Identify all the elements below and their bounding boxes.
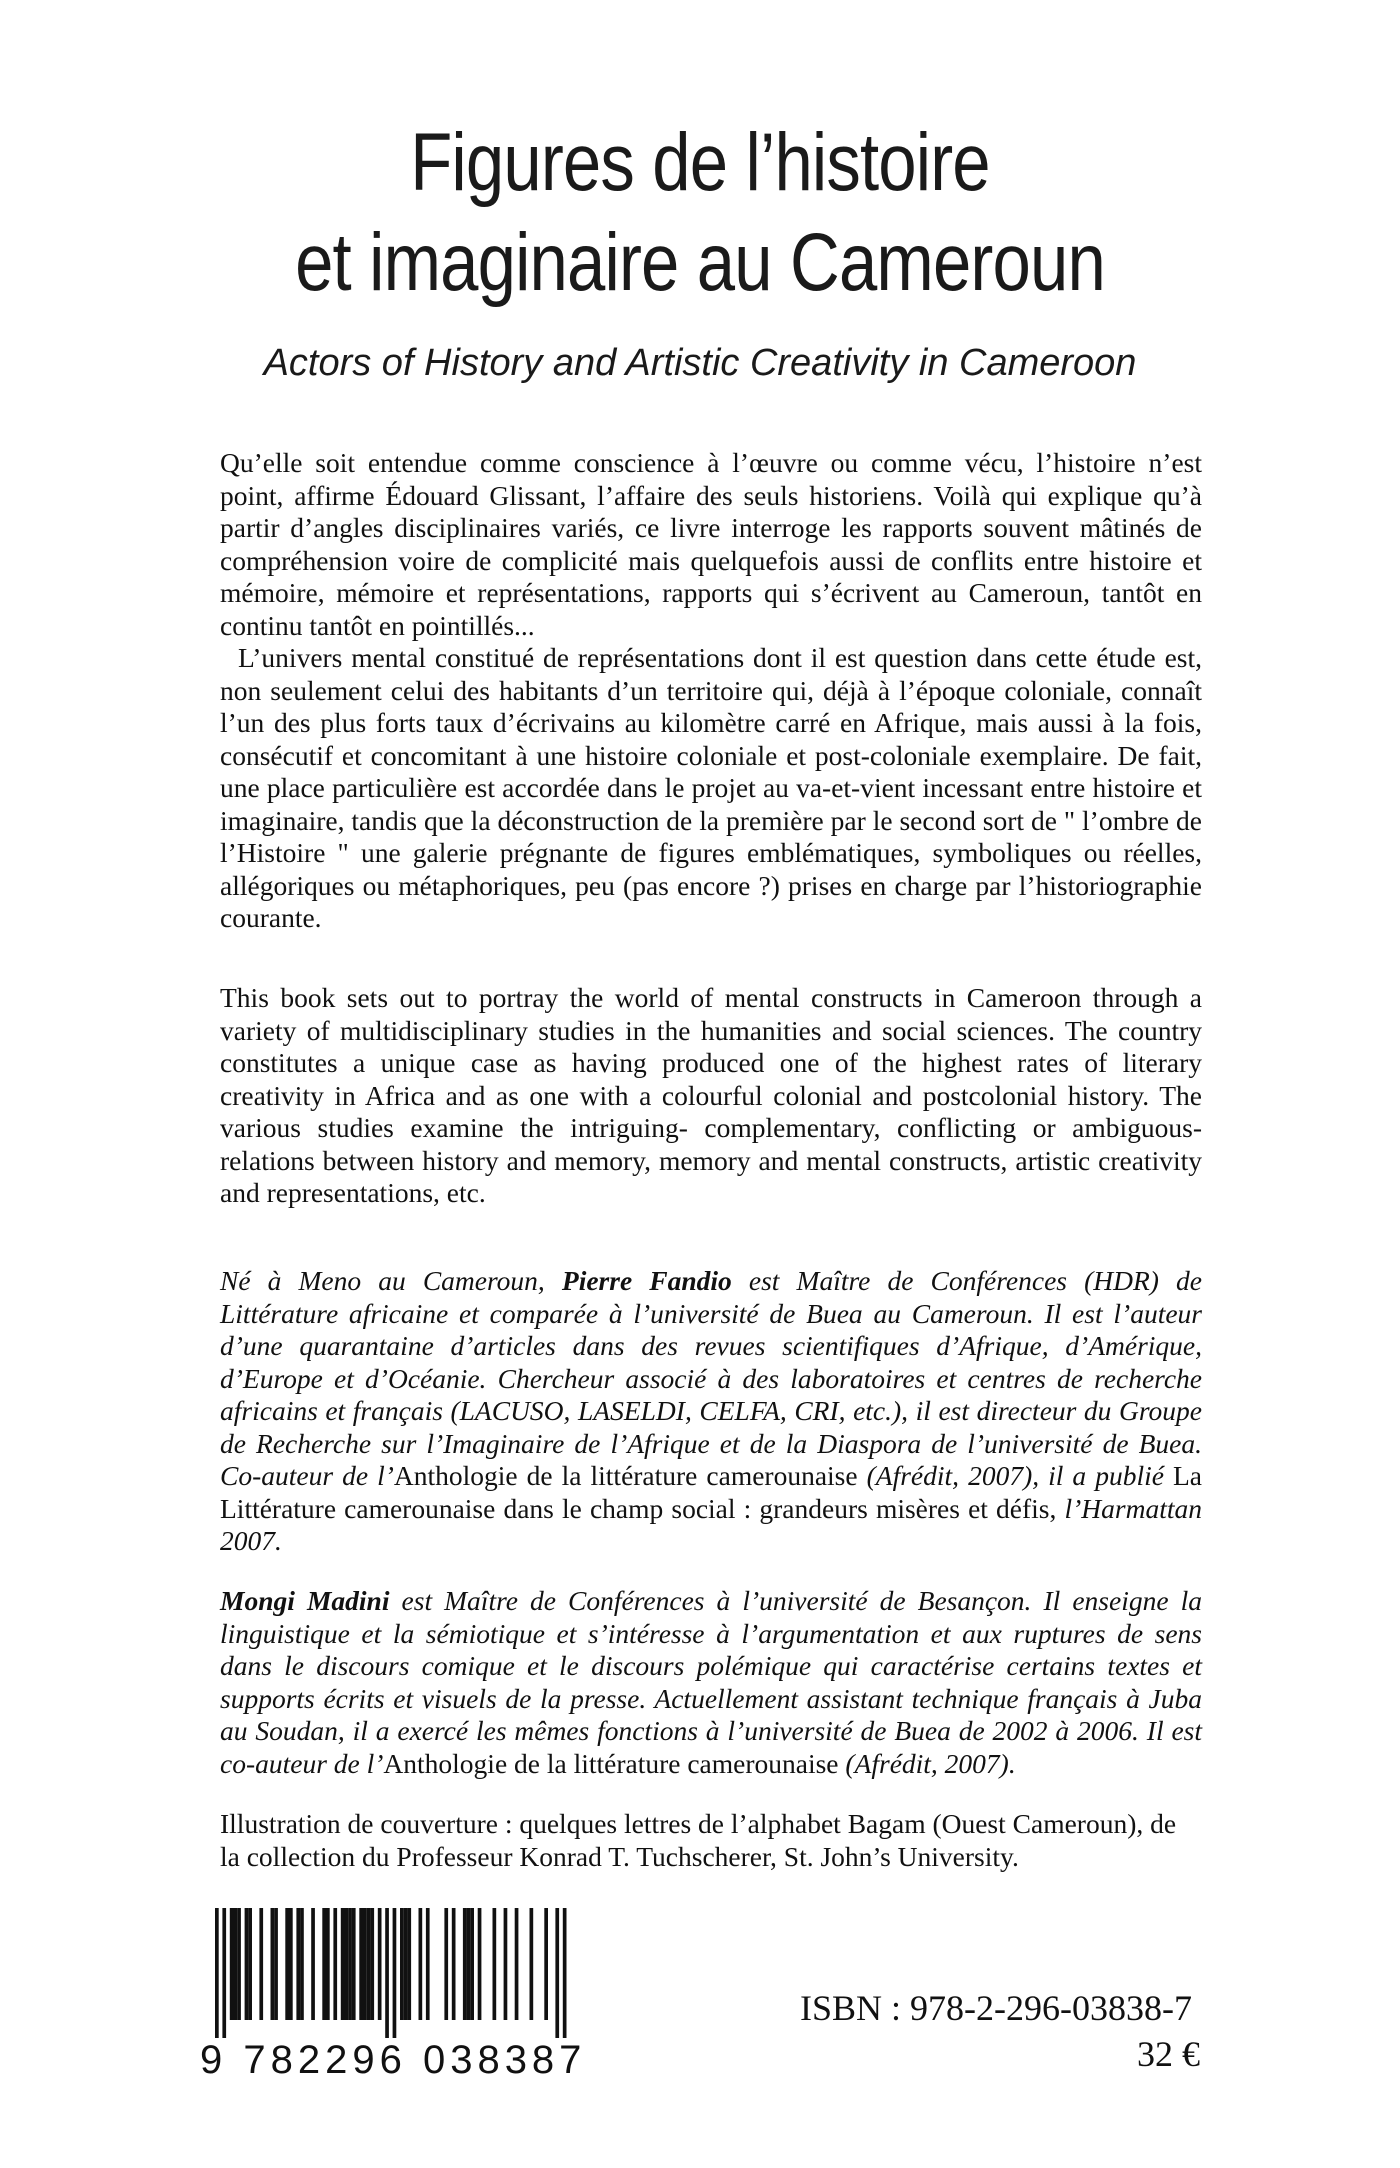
bio-fandio-text-a: est Maître de Conférences (HDR) de Littérature africaine et comparée à l’université de Buea au Cameroun. Il est l’auteur d’une quarantaine d’articles dans des revues scientifiques d’Afrique, d’Amérique, d’Europe et d’Océanie. Chercheur associé à des laboratoires et centres de recherche africains et français (LACUSO, LASELDI, CELFA, CRI, etc.), il est directeur du Groupe de Recherche sur l’Imaginaire de l’Afrique et de la Diaspora de l’université de Buea. Co-auteur de l’ [220, 1265, 1202, 1491]
barcode-digits: 9 782296 038387 [200, 2038, 587, 2082]
barcode-bar [393, 1908, 397, 2038]
barcode-bar [259, 1908, 263, 2020]
barcode-bar [289, 1908, 293, 2020]
barcode-bar [385, 1908, 389, 2038]
author-bio-fandio [220, 1265, 1202, 1558]
barcode-bar [326, 1908, 330, 2020]
barcode-bar [404, 1908, 408, 2020]
barcode-bar [341, 1908, 345, 2020]
barcode-bar [515, 1908, 519, 2020]
barcode-bar [504, 1908, 508, 2020]
barcode-bar [452, 1908, 456, 2020]
barcode-bar [419, 1908, 423, 2020]
bio-fandio-text-b: (Afrédit, 2007), il a publié [857, 1460, 1173, 1491]
barcode-bar [370, 1908, 374, 2020]
barcode-bar [245, 1908, 249, 2020]
barcode-bar [271, 1908, 275, 2020]
illustration-credit [220, 1808, 1202, 1873]
barcode-bar [352, 1908, 356, 2020]
barcode-bar [363, 1908, 367, 2020]
barcode-bar [563, 1908, 567, 2038]
illustration-credit-text: Illustration de couverture : quelques lettres de l’alphabet Bagam (Ouest Cameroun), de la collection du Professeur Konrad T. Tuchscherer, St. John’s University. [220, 1808, 1177, 1872]
price: 32 € [1137, 2034, 1200, 2074]
barcode-bar [463, 1908, 467, 2020]
english-paragraph: This book sets out to portray the world of mental constructs in Cameroon through a variety of multidisciplinary studies in the humanities and social sciences. The country constitutes a unique case as having produced one of the highest rates of literary creativity in Africa and as one with a colourful colonial and postcolonial history. The various studies examine the intriguing- complementary, conflicting or ambiguous- relations between history and memory, memory and mental constructs, artistic creativity and representations, etc. [220, 982, 1202, 1208]
french-paragraph-1: Qu’elle soit entendue comme conscience à l’œuvre ou comme vécu, l’histoire n’est point, affirme Édouard Glissant, l’affaire des seuls historiens. Voilà qui explique qu’à partir d’angles disciplinaires variés, ce livre interroge les rapports souvent mâtinés de compréhension voire de complicité mais quelquefois aussi de conflits entre histoire et mémoire, mémoire et représentations, rapports qui s’écrivent au Cameroun, tantôt en continu tantôt en pointillés... [220, 447, 1202, 641]
barcode [201, 1908, 591, 2038]
title-line-2: et imaginaire au Cameroun [295, 217, 1105, 308]
author-bio-madini [220, 1585, 1202, 1780]
bio-fandio-text-c: l’Harmattan 2007. [220, 1492, 1202, 1556]
barcode-bar [345, 1908, 349, 2020]
barcode-graphic [201, 1908, 591, 2038]
barcode-bar [467, 1908, 471, 2020]
barcode-bar [400, 1908, 404, 2020]
barcode-bar [333, 1908, 337, 2020]
barcode-bar [230, 1908, 234, 2020]
barcode-bar [367, 1908, 371, 2020]
barcode-bar [348, 1908, 352, 2020]
book-title-litterature: La Littérature camerounaise dans le champ social : grandeurs misères et défis, [220, 1460, 1202, 1524]
barcode-bar [407, 1908, 411, 2020]
barcode-bar [274, 1908, 278, 2020]
barcode-bar [530, 1908, 534, 2020]
bio-madini-text-a: est Maître de Conférences à l’université de Besançon. Il enseigne la linguistique et la sémiotique et s’intéresse à l’argumentation et aux ruptures de sens dans le discours comique et le discours polémique qui caractérise certains textes et supports écrits et visuels de la presse. Actuellement assistant technique français à Juba au Soudan, il a exercé les mêmes fonctions à l’université de Buea de 2002 à 2006. Il est co-auteur de l’ [220, 1585, 1203, 1779]
title-line-1: Figures de l’histoire [410, 117, 990, 208]
book-title-anthologie: Anthologie de la littérature camerounaise [393, 1460, 858, 1491]
barcode-bar [359, 1908, 363, 2020]
barcode-bar [300, 1908, 304, 2020]
barcode-bar [215, 1908, 219, 2038]
barcode-bar [322, 1908, 326, 2020]
barcode-bar [237, 1908, 241, 2020]
barcode-bar [493, 1908, 497, 2020]
bio-madini-text-b: (Afrédit, 2007). [838, 1747, 1016, 1779]
barcode-bar [544, 1908, 548, 2020]
barcode-bar [248, 1908, 252, 2020]
barcode-bar [296, 1908, 300, 2020]
barcode-bar [378, 1908, 382, 2020]
barcode-bar [311, 1908, 315, 2020]
french-blurb [220, 447, 1202, 935]
barcode-bar [426, 1908, 430, 2020]
barcode-bar [222, 1908, 226, 2038]
barcode-bar [478, 1908, 482, 2020]
english-blurb [220, 982, 1202, 1210]
barcode-bar [444, 1908, 448, 2020]
french-paragraph-2: L’univers mental constitué de représentations dont il est question dans cette étude est, non seulement celui des habitants d’un territoire qui, déjà à l’époque coloniale, connaît l’un des plus forts taux d’écrivains au kilomètre carré en Afrique, mais aussi à la fois, consécutif et concomitant à une histoire coloniale et post-coloniale exemplaire. De fait, une place particulière est accordée dans le projet au va-et-vient incessant entre histoire et imaginaire, tandis que la déconstruction de la première par le second sort de " l’ombre de l’Histoire " une galerie prégnante de figures emblématiques, symboliques ou réelles, allégoriques ou métaphoriques, peu (pas encore ?) prises en charge par l’historiographie courante. [220, 642, 1202, 933]
book-title-anthologie-2: Anthologie de la littérature camerounaise [383, 1747, 839, 1779]
barcode-bar [234, 1908, 238, 2020]
barcode-bar [285, 1908, 289, 2020]
barcode-bar [470, 1908, 474, 2020]
author-name-madini: Mongi Madini [220, 1585, 390, 1616]
isbn: ISBN : 978-2-296-03838-7 [800, 1988, 1192, 2028]
barcode-bar [555, 1908, 559, 2038]
bio-fandio-lead: Né à Meno au Cameroun, [220, 1265, 562, 1296]
subtitle: Actors of History and Artistic Creativity in Cameroon [263, 342, 1137, 384]
author-name-fandio: Pierre Fandio [561, 1265, 732, 1296]
